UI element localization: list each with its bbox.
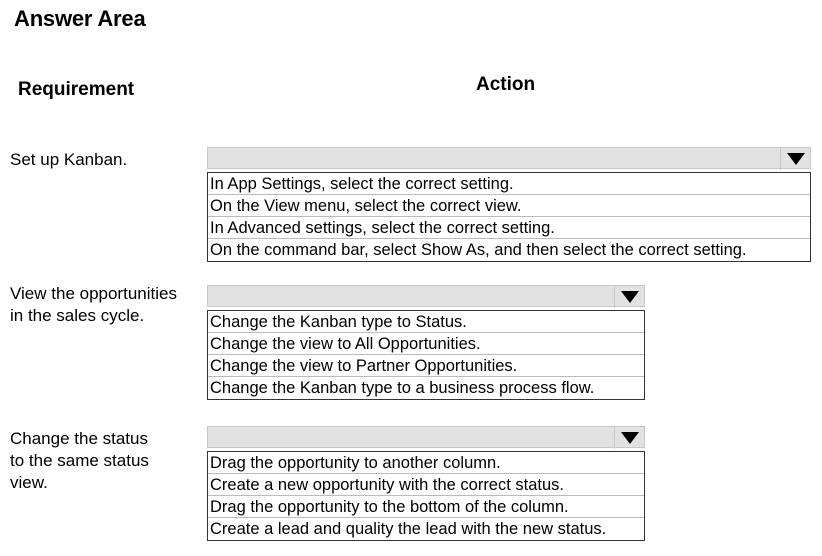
action-dropdown-2[interactable] xyxy=(207,285,645,400)
dropdown-option[interactable]: Create a lead and quality the lead with the new status. xyxy=(210,520,607,538)
requirement-column-header: Requirement xyxy=(18,79,135,100)
dropdown-options-list xyxy=(207,310,645,400)
dropdown-option[interactable]: Drag the opportunity to another column. xyxy=(208,452,644,474)
requirement-change-status: Change the status to the same status view. xyxy=(10,429,149,492)
requirement-set-up-kanban: Set up Kanban. xyxy=(10,150,128,169)
dropdown-option[interactable]: Create a new opportunity with the correct status. xyxy=(208,474,644,496)
dropdown-option[interactable]: Change the view to All Opportunities. xyxy=(208,333,644,355)
dropdown-arrow-button[interactable] xyxy=(614,285,644,308)
triangle-down-icon xyxy=(620,290,640,304)
dropdown-option[interactable]: On the View menu, select the correct view. xyxy=(208,195,810,217)
dropdown-select-box[interactable] xyxy=(207,426,645,448)
dropdown-select-box[interactable] xyxy=(207,285,645,307)
answer-area-title: Answer Area xyxy=(14,6,146,31)
dropdown-options-list xyxy=(207,451,645,541)
dropdown-options-list xyxy=(207,172,811,262)
dropdown-option[interactable]: Change the Kanban type to Status. xyxy=(208,311,644,333)
dropdown-option[interactable]: Drag the opportunity to the bottom of the column. xyxy=(208,496,644,518)
requirement-view-opportunities: View the opportunities in the sales cycle. xyxy=(10,284,177,325)
dropdown-option[interactable]: Change the view to Partner Opportunities. xyxy=(208,355,644,377)
triangle-down-icon xyxy=(620,431,640,445)
dropdown-option[interactable]: On the command bar, select Show As, and then select the correct setting. xyxy=(210,241,747,259)
triangle-down-icon xyxy=(786,152,806,166)
action-dropdown-3[interactable] xyxy=(207,426,645,541)
action-dropdown-1[interactable] xyxy=(207,147,811,262)
dropdown-option[interactable]: Change the Kanban type to a business process flow. xyxy=(210,379,595,397)
dropdown-option[interactable]: In App Settings, select the correct setting. xyxy=(208,173,810,195)
dropdown-arrow-button[interactable] xyxy=(614,426,644,449)
action-column-header: Action xyxy=(476,74,536,95)
dropdown-option[interactable]: In Advanced settings, select the correct setting. xyxy=(208,217,810,239)
dropdown-select-box[interactable] xyxy=(207,147,811,169)
dropdown-arrow-button[interactable] xyxy=(780,147,810,170)
